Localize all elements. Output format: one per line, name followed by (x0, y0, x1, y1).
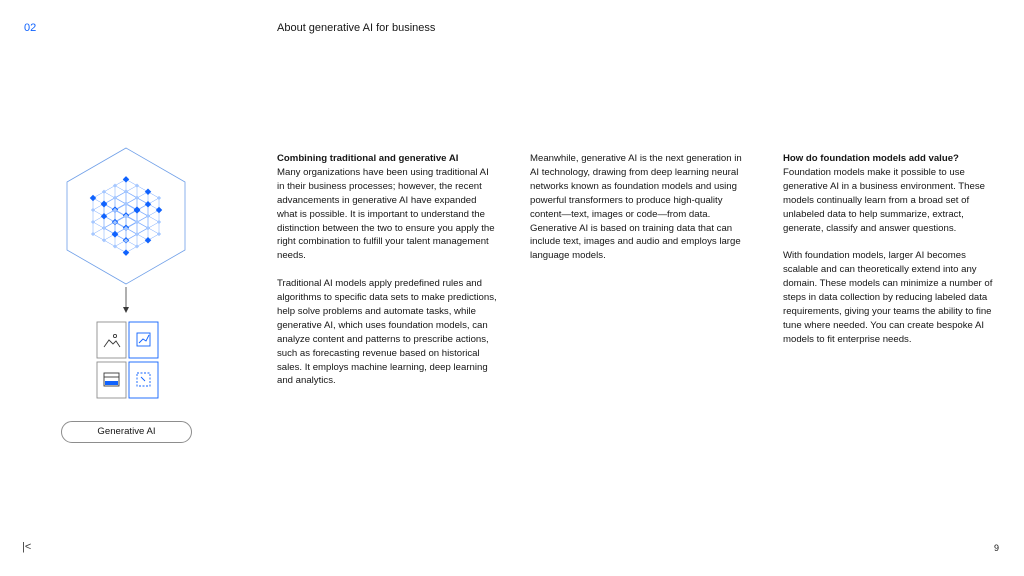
col3-paragraph-2: With foundation models, larger AI becomes scalable and can theoretically extend into any domain. These models can minimize a number of steps in data collection by reducing labeled data requirements, giving your teams the ability to fine tune where needed. You can create bespoke AI models to fit enterprise needs. (783, 250, 993, 345)
network-node (124, 190, 128, 194)
network-node (123, 176, 130, 183)
network-node (157, 220, 161, 224)
network-edge (115, 198, 126, 204)
network-node (91, 220, 95, 224)
network-node (135, 244, 139, 248)
network-node (123, 249, 130, 256)
network-node (135, 183, 139, 187)
network-node (91, 208, 95, 212)
network-edge (126, 191, 137, 197)
network-grid (90, 176, 163, 256)
network-edge (137, 222, 148, 228)
network-edge (115, 191, 126, 197)
network-node (113, 183, 117, 187)
network-edge (104, 192, 115, 198)
network-edge (126, 192, 137, 198)
network-node (156, 207, 163, 214)
network-edge (93, 228, 104, 234)
network-node (157, 232, 161, 236)
network-edge (104, 240, 115, 246)
network-edge (93, 234, 104, 240)
network-node (101, 201, 108, 208)
page-header-title: About generative AI for business (277, 22, 436, 34)
network-edge (137, 216, 148, 222)
network-node (145, 237, 152, 244)
back-to-start-icon[interactable]: |< (22, 541, 32, 553)
network-edge (148, 222, 159, 228)
network-node (102, 190, 106, 194)
network-node (102, 238, 106, 242)
network-edge (148, 228, 159, 234)
col1-paragraph-2: Traditional AI models apply predefined rules and algorithms to specific data sets to make predictions, help solve problems and automate tasks, while generative AI, which uses foundation models, can analyze content and patterns to prescribe actions, such as forecasting revenue based on historical sales. It employs machine learning, deep learning and analytics. (277, 278, 497, 387)
network-edge (137, 228, 148, 234)
network-edge (148, 216, 159, 222)
network-node (101, 213, 108, 220)
network-edge (93, 222, 104, 228)
column-foundation-models (783, 152, 1003, 361)
col2-paragraph-1: Meanwhile, generative AI is the next generation in AI technology, drawing from deep learning neural networks known as foundation models and using powerful transformers to produce high-quality content—text, images or code—from data. Generative AI is based on training data that can include text, images and audio and employs large language models. (530, 153, 742, 262)
col1-paragraph-1: Many organizations have been using traditional AI in their business processes; however, the recent advancements in generative AI have expanded what is possible. It is important to understand the distinction between the two to ensure you apply the right combination to fulfill your talent management needs. (277, 166, 495, 262)
network-edge (137, 228, 148, 234)
generative-ai-pill: Generative AI (61, 421, 192, 443)
network-node (91, 232, 95, 236)
network-edge (126, 186, 137, 192)
section-number: 02 (24, 22, 37, 34)
network-node (113, 244, 117, 248)
network-node (145, 201, 152, 208)
network-node (90, 195, 97, 202)
col1-heading: Combining traditional and generative AI (277, 153, 459, 164)
network-edge (115, 192, 126, 198)
network-node (145, 189, 152, 196)
column-generative-ai (530, 152, 750, 277)
image-type-icons (97, 322, 158, 398)
network-node (157, 196, 161, 200)
network-edge (104, 186, 115, 192)
network-edge (115, 186, 126, 192)
col3-paragraph-1: Foundation models make it possible to use generative AI in a business environment. These models continually learn from a broad set of unlabeled data to help summarize, extract, generate, classify and answer questions. (783, 166, 985, 234)
column-traditional-vs-generative (277, 152, 497, 402)
page-number: 9 (993, 543, 999, 553)
neural-network-hexagon-icon (55, 145, 195, 445)
network-node (112, 231, 119, 238)
col3-heading: How do foundation models add value? (783, 153, 959, 164)
network-edge (126, 198, 137, 204)
